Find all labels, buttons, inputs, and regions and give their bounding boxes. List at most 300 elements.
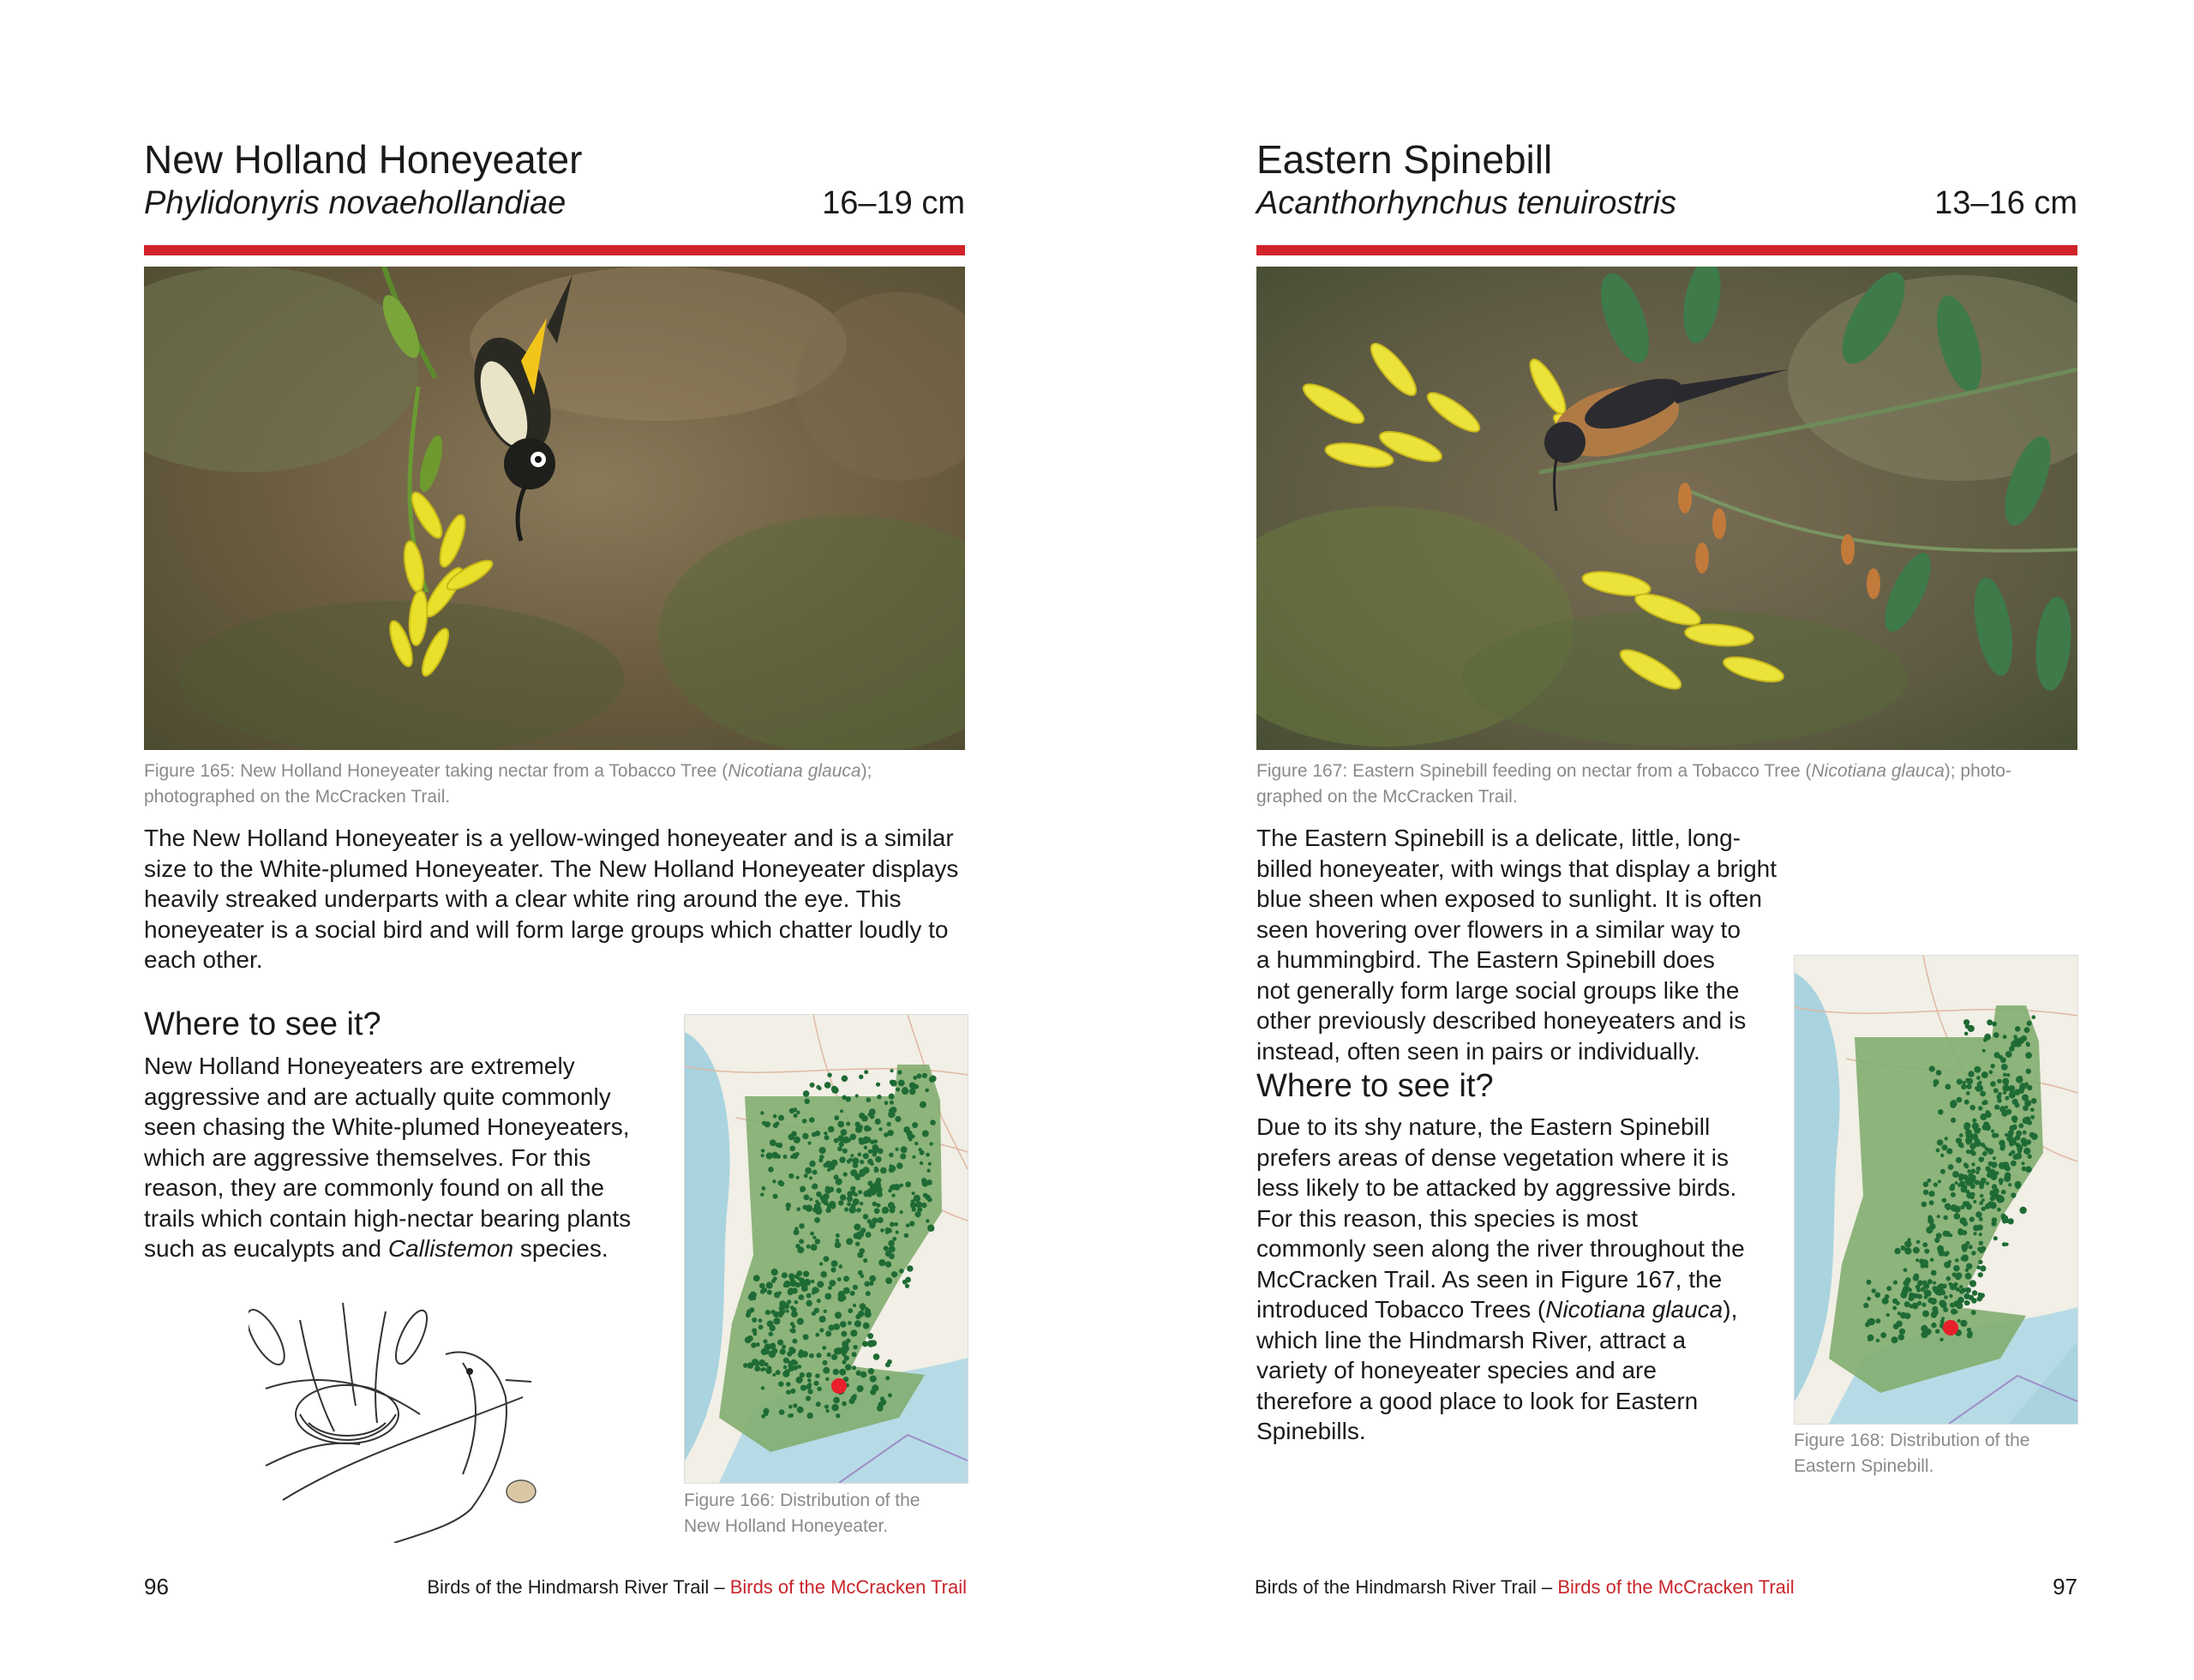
sighting-dot (850, 1291, 855, 1296)
sighting-dot (844, 1207, 848, 1211)
sighting-dot (772, 1373, 776, 1377)
sighting-dot (855, 1094, 859, 1097)
sighting-dot (868, 1368, 874, 1374)
sighting-dot (1867, 1335, 1874, 1341)
sighting-dot (1967, 1169, 1971, 1173)
sighting-dot (885, 1261, 891, 1267)
sighting-dot (846, 1238, 853, 1245)
title-rule (1256, 245, 2077, 255)
sighting-dot (815, 1288, 819, 1293)
sighting-dot (1936, 1070, 1942, 1076)
sighting-dot (1916, 1240, 1921, 1245)
sighting-dot (1975, 1171, 1979, 1174)
sighting-dot (854, 1320, 861, 1327)
sighting-dot (925, 1195, 930, 1200)
sighting-dot (875, 1119, 881, 1125)
sighting-dot (850, 1329, 857, 1336)
sighting-dot (824, 1131, 827, 1135)
sighting-dot (796, 1207, 800, 1211)
sighting-dot (1973, 1200, 1976, 1203)
sighting-dot (1957, 1079, 1963, 1085)
distribution-map-graphic (1795, 956, 2077, 1424)
sighting-dot (1987, 1019, 1993, 1025)
sighting-dot (1979, 1248, 1984, 1253)
sighting-dot (1867, 1319, 1873, 1326)
sighting-dot (858, 1270, 863, 1275)
sighting-dot (1937, 1215, 1940, 1218)
sighting-dot (2032, 1015, 2036, 1019)
sighting-dot (843, 1275, 849, 1281)
sighting-dot (850, 1154, 854, 1157)
sighting-dot (862, 1139, 866, 1143)
sighting-dot (872, 1152, 877, 1156)
sighting-dot (762, 1287, 767, 1293)
sighting-dot (827, 1353, 831, 1357)
sighting-dot (1933, 1281, 1936, 1285)
sighting-dot (857, 1231, 864, 1238)
sighting-dot (1989, 1070, 1993, 1074)
sighting-dot (2023, 1117, 2029, 1124)
sighting-dot (890, 1101, 894, 1105)
sighting-dot (2015, 1135, 2021, 1141)
sighting-dot (773, 1123, 778, 1128)
sighting-dot (1923, 1190, 1928, 1195)
where-text: New Holland Honeyeaters are extremely aggressive and are actually quite commonly seen chasing the White-plumed Honeyeaters, which are aggressive themselves. For this reason, they are commonly found on all the trails which contain high-nectar bearing plants such as eucalypts and Callistemon species. (144, 1053, 632, 1262)
sighting-dot (773, 1276, 777, 1281)
sighting-dot (823, 1367, 830, 1374)
sighting-dot (796, 1176, 800, 1179)
sighting-dot (809, 1117, 814, 1122)
sighting-dot (2004, 1175, 2011, 1182)
sighting-dot (848, 1308, 853, 1313)
sighting-dot (1908, 1288, 1912, 1293)
sighting-dot (889, 1108, 894, 1113)
where-text: Due to its shy nature, the Eastern Spinebill prefers areas of dense vegetation where it is less likely to be attacked by aggressive birds. For this reason, this species is most commonly seen along the river throughout the McCracken Trail. As seen in Figure 167, the introduced Tobacco Trees (Nicotiana glauca), which line the Hindmarsh River, attract a variety of honeyeater species and are therefore a good place to look for Eastern Spinebills. (1256, 1113, 1745, 1444)
sighting-dot (1974, 1066, 1981, 1073)
sighting-dot (811, 1280, 814, 1283)
sighting-dot (888, 1393, 892, 1397)
sighting-dot (1924, 1249, 1929, 1254)
sighting-dot (1894, 1248, 1900, 1254)
sighting-dot (864, 1281, 870, 1287)
sighting-dot (1945, 1084, 1951, 1090)
sighting-dot (842, 1360, 846, 1365)
sighting-dot (836, 1413, 840, 1418)
sighting-dot (862, 1341, 868, 1347)
sighting-dot (2015, 1026, 2021, 1032)
sighting-dot (858, 1190, 862, 1194)
sighting-dot (779, 1181, 784, 1186)
sighting-dot (754, 1365, 760, 1371)
sighting-dot (874, 1146, 880, 1152)
sighting-dot (1968, 1071, 1974, 1077)
sighting-dot (833, 1369, 839, 1375)
sighting-dot (1971, 1298, 1977, 1304)
sighting-dot (2024, 1027, 2030, 1033)
sighting-dot (824, 1293, 831, 1300)
sighting-dot (2001, 1190, 2006, 1195)
sighting-dot (1971, 1310, 1976, 1315)
sighting-dot (903, 1126, 909, 1132)
sighting-dot (1983, 1145, 1987, 1149)
sighting-dot (1941, 1144, 1947, 1150)
sighting-dot (2011, 1115, 2018, 1122)
sighting-dot (842, 1076, 848, 1083)
sighting-dot (841, 1129, 848, 1136)
sighting-dot (847, 1196, 853, 1202)
sighting-dot (835, 1311, 842, 1318)
sighting-dot (767, 1365, 772, 1371)
sighting-dot (1893, 1281, 1897, 1285)
distribution-map (1794, 955, 2078, 1425)
sighting-dot (814, 1217, 820, 1223)
sighting-dot (2021, 1035, 2027, 1041)
left-page (0, 0, 1097, 1631)
sighting-dot (898, 1080, 905, 1087)
sighting-dot (1957, 1097, 1963, 1103)
sighting-dot (812, 1132, 817, 1137)
sighting-dot (917, 1207, 922, 1212)
sighting-dot (1960, 1320, 1967, 1327)
sighting-dot (813, 1381, 818, 1386)
sighting-dot (760, 1193, 764, 1197)
sighting-dot (1994, 1105, 1999, 1110)
sighting-dot (772, 1142, 776, 1145)
sighting-dot (769, 1332, 774, 1337)
sighting-dot (814, 1308, 820, 1314)
sighting-dot (1948, 1260, 1951, 1263)
sighting-dot (816, 1353, 821, 1358)
sighting-dot (1921, 1303, 1926, 1307)
sighting-dot (839, 1264, 843, 1269)
sighting-dot (926, 1179, 932, 1185)
sighting-dot (803, 1090, 810, 1097)
sighting-dot (2027, 1085, 2032, 1090)
sighting-dot (806, 1300, 812, 1306)
sighting-dot (1966, 1263, 1972, 1269)
sighting-dot (1952, 1171, 1959, 1178)
sighting-dot (1939, 1338, 1943, 1341)
sighting-dot (1927, 1179, 1932, 1183)
sighting-dot (914, 1084, 919, 1089)
sighting-dot (1959, 1285, 1963, 1288)
sighting-dot (862, 1167, 869, 1173)
map-caption: Figure 166: Distribution of the New Holland Honeyeater. (684, 1491, 920, 1536)
sighting-dot (1999, 1182, 2003, 1185)
sighting-dot (1978, 1106, 1982, 1110)
sighting-dot (776, 1370, 781, 1375)
sighting-dot (2008, 1130, 2014, 1136)
sighting-dot (760, 1111, 764, 1114)
sighting-dot (896, 1231, 899, 1234)
sighting-dot (819, 1195, 824, 1200)
sighting-dot (867, 1193, 872, 1197)
sighting-dot (803, 1271, 809, 1277)
sighting-dot (802, 1133, 808, 1139)
sighting-dot (873, 1353, 880, 1360)
running-footer: Birds of the Hindmarsh River Trail – Birds of the McCracken Trail (427, 1576, 967, 1598)
sighting-dot (1993, 1156, 1996, 1160)
sighting-dot (777, 1340, 783, 1346)
sighting-dot (761, 1386, 764, 1389)
sighting-dot (2009, 1152, 2013, 1156)
sighting-dot (1995, 1171, 1999, 1175)
species-description: The New Holland Honeyeater is a yellow-winged honeyeater and is a similar size to the White-plumed Honeyeater. The New Holland Honeyeater displays heavily streaked underparts with a clear white ring around the eye. This honeyeater is a social bird and will form large groups which chatter loudly to each other. (144, 825, 959, 973)
sighting-dot (884, 1132, 889, 1137)
sighting-dot (1945, 1137, 1948, 1140)
sighting-dot (889, 1245, 896, 1252)
sighting-dot (842, 1137, 848, 1143)
sighting-dot (790, 1305, 794, 1310)
sighting-dot (876, 1203, 880, 1208)
sighting-dot (900, 1154, 906, 1160)
sighting-dot (817, 1299, 821, 1303)
sighting-dot (1998, 1092, 2002, 1096)
sighting-dot (1915, 1293, 1919, 1298)
sighting-dot (1964, 1179, 1971, 1185)
sighting-dot (788, 1360, 791, 1364)
sighting-dot (907, 1265, 914, 1272)
bird-nest-sketch-icon (249, 1286, 557, 1543)
sighting-dot (1922, 1286, 1926, 1289)
sighting-dot (887, 1122, 891, 1126)
sighting-dot (1886, 1286, 1891, 1291)
sighting-dot (837, 1121, 844, 1128)
sighting-dot (762, 1186, 766, 1191)
sighting-dot (2005, 1096, 2009, 1101)
sighting-dot (828, 1286, 832, 1290)
sighting-dot (1964, 1100, 1969, 1105)
sighting-dot (824, 1201, 829, 1206)
sighting-dot (1917, 1280, 1923, 1286)
sighting-dot (890, 1185, 895, 1190)
sighting-dot (2009, 1138, 2016, 1145)
sighting-dot (1965, 1273, 1972, 1280)
sighting-dot (761, 1348, 768, 1355)
sighting-dot (1964, 1032, 1969, 1036)
sighting-dot (771, 1269, 778, 1275)
sighting-dot (809, 1353, 814, 1359)
sighting-dot (2015, 1184, 2020, 1189)
sighting-dot (840, 1109, 843, 1113)
sighting-dot (1976, 1167, 1981, 1172)
sighting-dot (864, 1070, 868, 1074)
right-page (1097, 0, 2194, 1631)
sighting-dot (2022, 1095, 2029, 1101)
sighting-dot (1959, 1143, 1963, 1148)
sighting-dot (896, 1088, 900, 1092)
sighting-dot (1957, 1229, 1964, 1236)
sighting-dot (1863, 1303, 1868, 1308)
sighting-dot (1949, 1294, 1952, 1298)
sighting-dot (1909, 1304, 1914, 1308)
sighting-dot (870, 1376, 877, 1383)
sighting-dot (794, 1360, 798, 1365)
sighting-dot (1950, 1303, 1955, 1308)
sighting-dot (860, 1248, 866, 1254)
sighting-dot (824, 1135, 830, 1140)
sighting-dot (1979, 1233, 1982, 1236)
sighting-dot (829, 1280, 836, 1287)
sighting-dot (2014, 1089, 2020, 1095)
sighting-dot (817, 1281, 824, 1287)
sighting-dot (878, 1217, 884, 1223)
sighting-dot (836, 1349, 842, 1354)
sighting-dot (1867, 1280, 1872, 1285)
sighting-dot (844, 1288, 848, 1292)
sighting-dot (2002, 1242, 2006, 1246)
sighting-dot (842, 1401, 847, 1407)
sighting-dot (2002, 1218, 2007, 1223)
sighting-dot (930, 1076, 937, 1083)
sighting-dot (1982, 1151, 1987, 1156)
sighting-dot (911, 1199, 915, 1203)
sighting-dot (908, 1137, 913, 1142)
sighting-dot (1937, 1139, 1943, 1145)
sighting-dot (1963, 1019, 1969, 1025)
sighting-dot (1992, 1217, 1997, 1222)
species-title: New Holland Honeyeater (144, 137, 583, 182)
sighting-dot (794, 1230, 800, 1235)
sighting-dot (788, 1173, 794, 1179)
sighting-dot (1962, 1247, 1967, 1252)
sighting-dot (788, 1405, 793, 1409)
sighting-dot (872, 1217, 878, 1223)
sighting-dot (794, 1137, 800, 1143)
sighting-dot (1966, 1091, 1970, 1095)
sighting-dot (861, 1307, 865, 1311)
sighting-dot (833, 1323, 840, 1330)
sighting-dot (1921, 1259, 1928, 1266)
sighting-dot (783, 1365, 788, 1370)
sighting-dot (867, 1127, 872, 1131)
sighting-dot (790, 1155, 794, 1159)
sighting-dot (1954, 1310, 1957, 1313)
sighting-dot (2005, 1133, 2008, 1137)
sighting-dot (1927, 1279, 1933, 1284)
sighting-dot (831, 1260, 838, 1267)
sighting-dot (1900, 1312, 1907, 1319)
sighting-dot (1938, 1180, 1941, 1184)
sighting-dot (816, 1401, 821, 1407)
nest-sketch (249, 1286, 557, 1543)
sighting-dot (1975, 1179, 1980, 1185)
sighting-dot (905, 1181, 911, 1187)
sighting-dot (1986, 1182, 1989, 1185)
sighting-dot (758, 1324, 764, 1329)
sighting-dot (822, 1346, 826, 1350)
sighting-dot (880, 1167, 887, 1174)
sighting-dot (848, 1321, 852, 1325)
sighting-dot (926, 1169, 930, 1173)
sighting-dot (1997, 1079, 2001, 1083)
sighting-dot (1959, 1288, 1964, 1293)
sighting-dot (2030, 1107, 2035, 1112)
sighting-dot (800, 1189, 804, 1192)
sighting-dot (810, 1083, 815, 1088)
sighting-dot (877, 1191, 883, 1197)
sighting-dot (826, 1409, 830, 1413)
sighting-dot (916, 1073, 921, 1078)
sighting-dot (876, 1083, 880, 1087)
sighting-dot (1979, 1157, 1984, 1162)
sighting-dot (867, 1159, 873, 1165)
sighting-dot (1997, 1098, 2002, 1103)
sighting-dot (806, 1293, 812, 1299)
sighting-dot (1915, 1258, 1919, 1262)
sighting-dot (2028, 1155, 2032, 1159)
sighting-dot (1963, 1081, 1966, 1084)
sighting-dot (863, 1153, 869, 1159)
sighting-dot (2001, 1110, 2007, 1116)
sighting-dot (1981, 1071, 1988, 1078)
sighting-dot (1931, 1323, 1936, 1328)
sighting-dot (1944, 1295, 1948, 1299)
sighting-dot (2005, 1106, 2008, 1109)
sighting-dot (773, 1317, 780, 1324)
sighting-dot (880, 1228, 884, 1233)
sighting-dot (1936, 1149, 1940, 1153)
sighting-dot (786, 1310, 789, 1313)
sighting-dot (877, 1095, 881, 1099)
sighting-dot (1980, 1194, 1983, 1197)
sighting-dot (789, 1108, 794, 1113)
sighting-dot (926, 1219, 929, 1222)
sighting-dot (922, 1131, 929, 1137)
sighting-dot (1941, 1317, 1945, 1320)
sighting-dot (1994, 1133, 1999, 1137)
sighting-dot (866, 1232, 872, 1238)
sighting-dot (763, 1339, 767, 1343)
sighting-dot (1994, 1052, 2000, 1058)
sighting-dot (825, 1377, 829, 1381)
sighting-dot (1938, 1109, 1944, 1115)
distribution-map (684, 1014, 968, 1484)
sighting-dot (815, 1373, 820, 1378)
sighting-dot (782, 1272, 788, 1278)
sighting-dot (1978, 1272, 1983, 1277)
sighting-dot (758, 1359, 765, 1366)
sighting-dot (817, 1387, 821, 1391)
sighting-dot (862, 1115, 868, 1121)
sighting-dot (1997, 1208, 2001, 1212)
sighting-dot (796, 1111, 800, 1114)
sighting-dot (896, 1162, 903, 1169)
sighting-dot (1999, 1145, 2005, 1150)
sighting-dot (1993, 1188, 1999, 1195)
sighting-dot (1876, 1339, 1879, 1342)
sighting-dot (1969, 1149, 1975, 1155)
sighting-dot (926, 1153, 930, 1157)
sighting-dot (1893, 1323, 1899, 1329)
sighting-dot (819, 1262, 823, 1265)
sighting-dot (2018, 1123, 2023, 1128)
bird-photo (1256, 267, 2077, 750)
sighting-dot (846, 1122, 850, 1126)
sighting-dot (1892, 1299, 1897, 1304)
sighting-dot (1940, 1154, 1944, 1157)
sighting-dot (823, 1360, 828, 1365)
sighting-dot (831, 1160, 838, 1167)
sighting-dot (1921, 1331, 1927, 1338)
sighting-dot (1975, 1211, 1982, 1218)
photo-caption: Figure 167: Eastern Spinebill feeding on nectar from a Tobacco Tree (Nicotiana glauca); photo-graphed on the McCracken Trail. (1256, 761, 2011, 807)
sighting-dot (1958, 1176, 1963, 1181)
sighting-dot (1951, 1192, 1956, 1197)
sighting-dot (1956, 1157, 1962, 1163)
sighting-dot (889, 1253, 895, 1259)
sighting-dot (1954, 1282, 1958, 1287)
